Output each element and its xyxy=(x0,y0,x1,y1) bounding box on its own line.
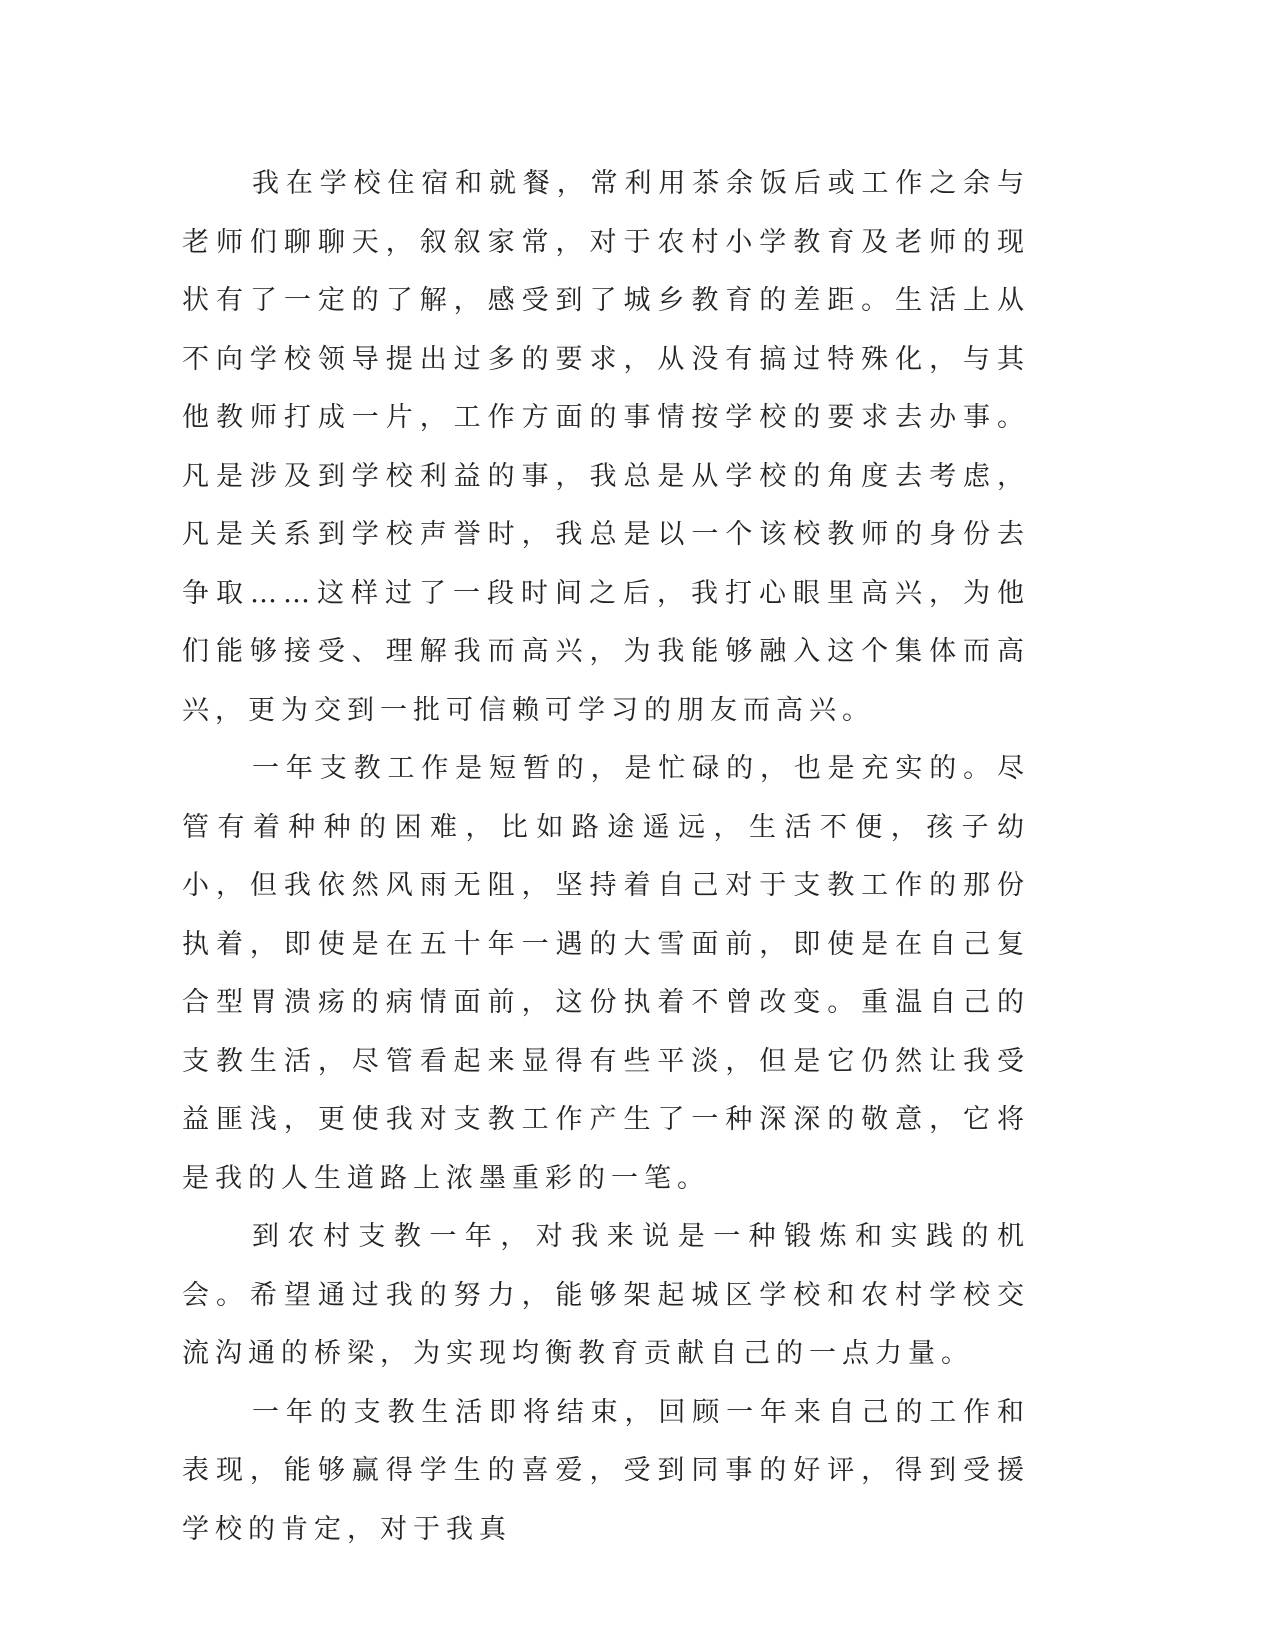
paragraph-3: 到农村支教一年，对我来说是一种锻炼和实践的机会。希望通过我的努力，能够架起城区学校和农村学校交流沟通的桥梁，为实现均衡教育贡献自己的一点力量。 xyxy=(182,1221,1030,1369)
paragraph-2: 一年支教工作是短暂的，是忙碌的，也是充实的。尽管有着种种的困难，比如路途遥远，生活不便，孩子幼小，但我依然风雨无阻，坚持着自己对于支教工作的那份执着，即使是在五十年一遇的大雪面前，即使是在自己复合型胃溃疡的病情面前，这份执着不曾改变。重温自己的支教生活，尽管看起来显得有些平淡，但是它仍然让我受益匪浅，更使我对支教工作产生了一种深深的敬意，它将是我的人生道路上浓墨重彩的一笔。 xyxy=(182,753,1030,1194)
paragraph-1: 我在学校住宿和就餐，常利用茶余饭后或工作之余与老师们聊聊天，叙叙家常，对于农村小学教育及老师的现状有了一定的了解，感受到了城乡教育的差距。生活上从不向学校领导提出过多的要求，从没有搞过特殊化，与其他教师打成一片，工作方面的事情按学校的要求去办事。凡是涉及到学校利益的事，我总是从学校的角度去考虑，凡是关系到学校声誉时，我总是以一个该校教师的身份去争取……这样过了一段时间之后，我打心眼里高兴，为他们能够接受、理解我而高兴，为我能够融入这个集体而高兴，更为交到一批可信赖可学习的朋友而高兴。 xyxy=(182,168,1030,726)
paragraph-4: 一年的支教生活即将结束，回顾一年来自己的工作和表现，能够赢得学生的喜爱，受到同事的好评，得到受援学校的肯定，对于我真 xyxy=(182,1396,1030,1545)
